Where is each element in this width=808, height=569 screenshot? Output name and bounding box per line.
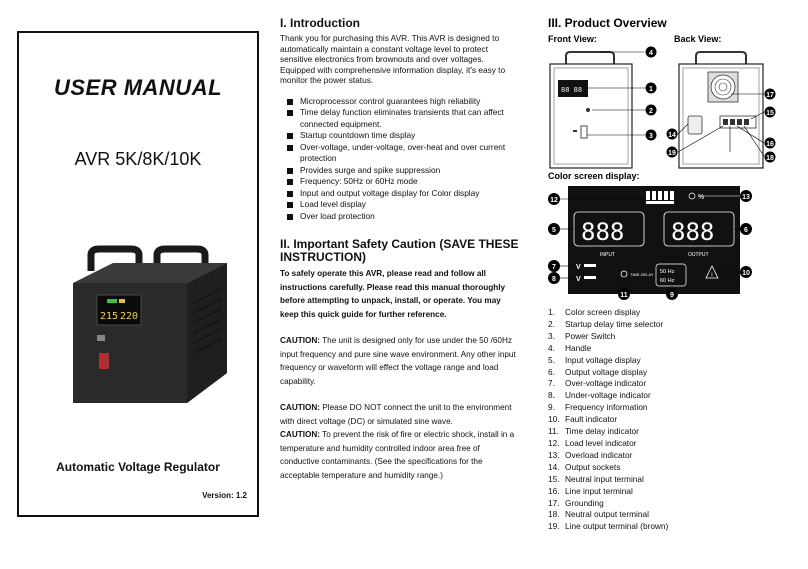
back-view-label: Back View: (674, 34, 722, 44)
svg-text:!: ! (711, 273, 713, 279)
svg-text:V: V (576, 264, 581, 271)
list-item: 14. Output sockets (548, 461, 621, 472)
color-screen-diagram (548, 170, 798, 310)
safety-heading: II. Important Safety Caution (SAVE THESE INSTRUCTION) (280, 237, 519, 264)
list-item: 16. Line input terminal (548, 485, 633, 496)
bullet-icon (287, 168, 293, 174)
svg-text:2: 2 (649, 108, 653, 115)
list-item: Over-voltage, under-voltage, over-heat and over current protection (280, 142, 520, 165)
svg-text:60 Hz: 60 Hz (660, 278, 675, 284)
svg-text:12: 12 (550, 197, 558, 204)
list-item: Microprocessor control guarantees high reliability (280, 96, 520, 108)
list-item: 2. Startup delay time selector (548, 318, 664, 329)
list-item: Provides surge and spike suppression (280, 165, 520, 177)
color-screen-label: Color screen display: (548, 171, 640, 181)
list-item: 15. Neutral input terminal (548, 473, 644, 484)
device-display-output: 220 (120, 311, 139, 322)
list-item: Frequency: 50Hz or 60Hz mode (280, 176, 520, 188)
bullet-icon (287, 99, 293, 105)
overview-heading: III. Product Overview (548, 16, 667, 30)
svg-text:88 88: 88 88 (561, 86, 583, 94)
front-view-label: Front View: (548, 34, 597, 44)
list-item: 9. Frequency information (548, 402, 648, 413)
svg-text:19: 19 (668, 150, 676, 157)
svg-text:50 Hz: 50 Hz (660, 269, 675, 275)
input-voltage-digits: 888 (581, 218, 625, 246)
safety-lead: To safely operate this AVR, please read and follow all instructions carefully. Please read this manual thoroughly before attempting to unpack, install, or operate. You may keep this quick guide for further reference. (280, 269, 506, 319)
svg-text:16: 16 (766, 141, 774, 148)
device-display-input: 215 (100, 311, 119, 322)
list-item: Time delay function eliminates transients that can affect connected equipment. (280, 107, 520, 130)
caution-2: CAUTION: Please DO NOT connect the unit to the environment with direct voltage (DC) or simulated sine wave. (280, 403, 512, 426)
parts-list (548, 307, 668, 533)
product-views-diagram (548, 16, 798, 186)
manual-title: USER MANUAL (53, 75, 223, 100)
list-item: 10. Fault indicator (548, 414, 618, 425)
svg-text:INPUT: INPUT (600, 252, 615, 258)
list-item: 7. Over-voltage indicator (548, 378, 647, 389)
bullet-icon (287, 145, 293, 151)
list-item: 4. Handle (548, 342, 592, 353)
svg-text:14: 14 (668, 132, 676, 139)
list-item: Over load protection (280, 211, 520, 223)
bullet-icon (287, 179, 293, 185)
list-item: 3. Power Switch (548, 330, 616, 341)
svg-text:8: 8 (552, 276, 556, 283)
svg-text:%: % (698, 194, 705, 201)
svg-text:7: 7 (552, 264, 556, 271)
back-view (667, 52, 776, 168)
version-label: Version: 1.2 (202, 491, 247, 500)
svg-text:3: 3 (649, 133, 653, 140)
list-item: 5. Input voltage display (548, 354, 641, 365)
list-item: Input and output voltage display for Color display (280, 188, 520, 200)
intro-heading: I. Introduction (280, 16, 360, 30)
list-item: 11. Time delay indicator (548, 426, 639, 437)
svg-text:10: 10 (742, 270, 750, 277)
svg-text:OUTPUT: OUTPUT (688, 252, 709, 258)
feature-list (280, 96, 520, 223)
intro-text: Thank you for purchasing this AVR. This AVR is designed to automatically maintain a constant voltage level to protect sensitive electronics from brownouts and over voltages. Equipped with comprehensive information display, it's easy to monitor the power status. (280, 33, 506, 85)
list-item: 13. Overload indicator (548, 449, 633, 460)
safety-section (280, 238, 520, 482)
list-item: Load level display (280, 199, 520, 211)
list-item: 17. Grounding (548, 497, 604, 508)
bullet-icon (287, 133, 293, 139)
svg-text:13: 13 (742, 194, 750, 201)
model-name: AVR 5K/8K/10K (74, 149, 202, 169)
svg-text:V: V (576, 276, 581, 283)
svg-text:11: 11 (620, 292, 628, 299)
avr-product-image (69, 243, 229, 408)
svg-text:5: 5 (552, 227, 556, 234)
list-item: 12. Load level indicator (548, 437, 637, 448)
bullet-icon (287, 202, 293, 208)
bullet-icon (287, 110, 293, 116)
list-item: Startup countdown time display (280, 130, 520, 142)
svg-text:6: 6 (744, 227, 748, 234)
svg-text:18: 18 (766, 155, 774, 162)
svg-text:4: 4 (649, 50, 653, 57)
bullet-icon (287, 214, 293, 220)
output-voltage-digits: 888 (671, 218, 715, 246)
front-view (550, 47, 657, 169)
svg-text:9: 9 (670, 292, 674, 299)
svg-text:15: 15 (766, 110, 774, 117)
list-item: 6. Output voltage display (548, 366, 648, 377)
middle-column (280, 16, 520, 480)
list-item: 8. Under-voltage indicator (548, 390, 651, 401)
svg-text:1: 1 (649, 86, 653, 93)
caution-1: CAUTION: The unit is designed only for use under the 50 /60Hz input frequency and pure sine wave environment. Any other input frequency or waveform will effect the voltage range and load capability. (280, 336, 516, 386)
cover-panel (17, 31, 259, 517)
caution-3: CAUTION: To prevent the risk of fire or electric shock, install in a temperature and humidity controlled indoor area free of conductive contaminants. (See the specifications for the acceptable temperature and humidity range.) (280, 430, 515, 480)
list-item: 18. Neutral output terminal (548, 509, 649, 520)
bullet-icon (287, 191, 293, 197)
svg-text:TIME DELAY: TIME DELAY (630, 272, 654, 277)
svg-text:17: 17 (766, 92, 774, 99)
list-item: 1. Color screen display (548, 307, 641, 317)
product-name: Automatic Voltage Regulator (56, 460, 220, 474)
list-item: 19. Line output terminal (brown) (548, 521, 669, 532)
